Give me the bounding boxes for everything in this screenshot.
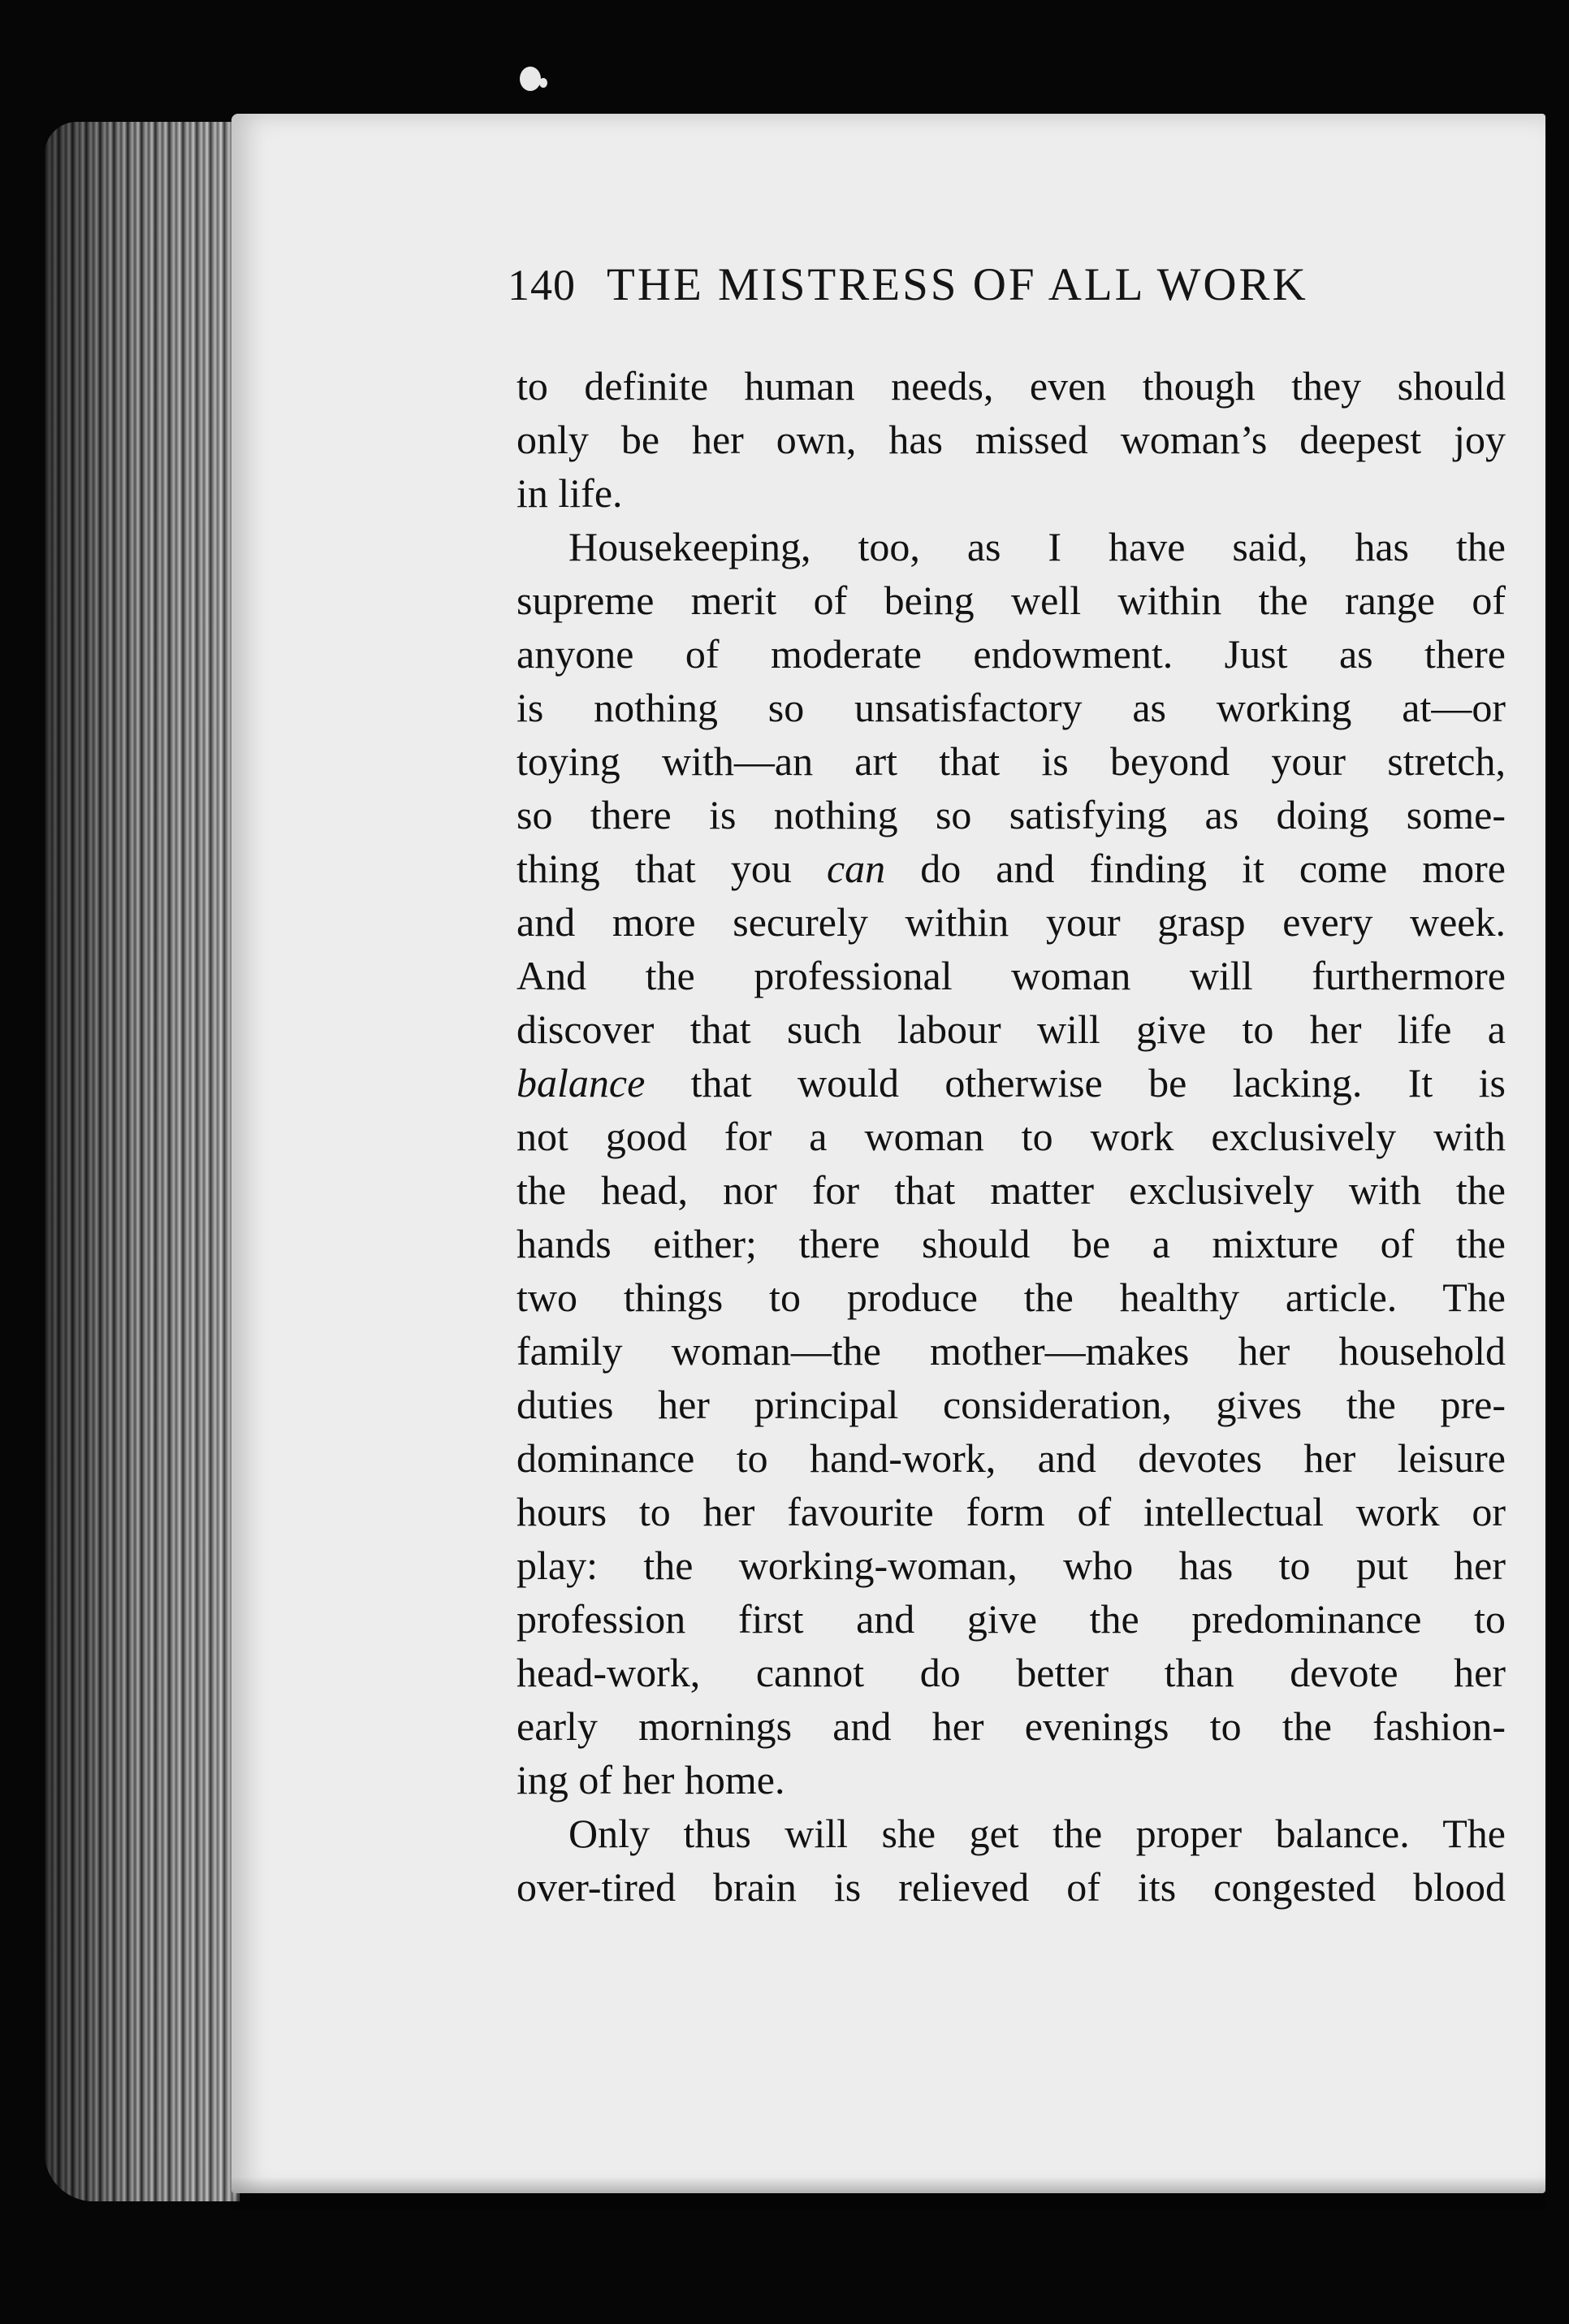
text-line: anyone of moderate endowment. Just as there	[517, 631, 1506, 677]
dust-speck	[520, 67, 541, 91]
text-line: to definite human needs, even though they should	[517, 363, 1506, 409]
italic-word: balance	[517, 1060, 646, 1106]
text-line: hours to her favourite form of intellectual work or	[517, 1489, 1506, 1534]
text-segment: do and finding it come more	[885, 846, 1506, 891]
running-head-title: THE MISTRESS OF ALL WORK	[607, 259, 1308, 310]
text-line: is nothing so unsatisfactory as working at—or	[517, 685, 1506, 730]
text-line: supreme merit of being well within the range of	[517, 578, 1506, 623]
text-line: Only thus will she get the proper balance. The	[568, 1811, 1506, 1856]
text-line: ing of her home.	[517, 1757, 785, 1803]
text-line: toying with—an art that is beyond your stretch,	[517, 738, 1506, 784]
text-line: so there is nothing so satisfying as doing some-	[517, 792, 1506, 837]
text-line: duties her principal consideration, gives the pre-	[517, 1382, 1506, 1427]
dust-speck	[539, 78, 547, 88]
text-line: and more securely within your grasp every week.	[517, 899, 1506, 945]
page-bottom-shadow	[231, 2177, 1545, 2209]
text-line	[517, 842, 1506, 895]
text-line: profession first and give the predominance to	[517, 1596, 1506, 1642]
text-line: family woman—the mother—makes her household	[517, 1328, 1506, 1374]
text-line: Housekeeping, too, as I have said, has the	[568, 524, 1506, 569]
text-line: discover that such labour will give to her life a	[517, 1006, 1506, 1052]
text-line: in life.	[517, 470, 623, 516]
text-segment: that would otherwise be lacking. It is	[645, 1060, 1506, 1106]
page-number: 140	[508, 261, 576, 309]
text-line: head-work, cannot do better than devote her	[517, 1650, 1506, 1695]
text-line	[517, 1056, 1506, 1110]
text-line: the head, nor for that matter exclusively with the	[517, 1167, 1506, 1213]
text-line: not good for a woman to work exclusively with	[517, 1114, 1506, 1159]
body-text	[517, 359, 1506, 1914]
text-line: And the professional woman will furthermore	[517, 953, 1506, 998]
page-edges-shadow	[45, 122, 240, 2201]
text-line: play: the working-woman, who has to put her	[517, 1543, 1506, 1588]
text-segment: thing that you	[517, 846, 827, 891]
text-line: only be her own, has missed woman’s deepest joy	[517, 417, 1506, 462]
running-head	[508, 258, 1531, 311]
italic-word: can	[826, 846, 886, 891]
text-line: hands either; there should be a mixture of the	[517, 1221, 1506, 1266]
text-line: dominance to hand-work, and devotes her leisure	[517, 1435, 1506, 1481]
text-line: two things to produce the healthy article. The	[517, 1275, 1506, 1320]
text-line: early mornings and her evenings to the fashion-	[517, 1703, 1506, 1749]
text-line: over-tired brain is relieved of its congested blood	[517, 1864, 1506, 1910]
